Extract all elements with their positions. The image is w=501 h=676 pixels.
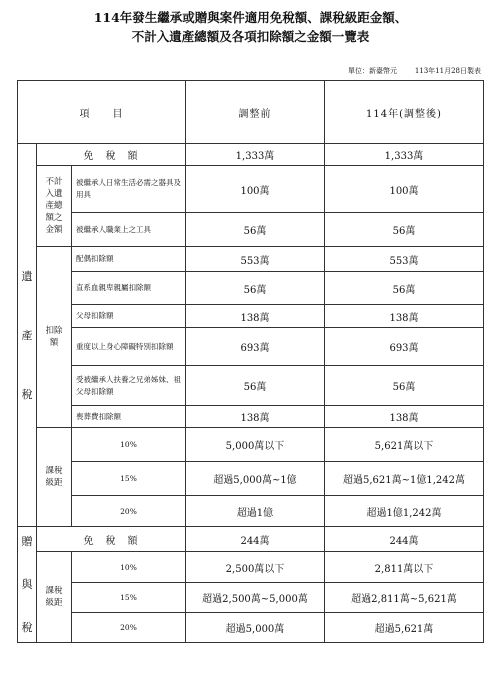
bracket-rate: 10%: [72, 428, 186, 462]
bracket-before: 2,500萬以下: [186, 552, 325, 583]
title-line-2: 不計入遺產總額及各項扣除額之金額一覽表: [131, 29, 370, 44]
bracket-rate: 20%: [72, 496, 186, 527]
table-row: [18, 496, 484, 527]
bracket-after: 超過5,621萬: [325, 613, 484, 643]
estate-exemption-row: [18, 144, 484, 166]
gift-exemption-row: [18, 527, 484, 552]
not-included-item-label: 被繼承人職業上之工具: [72, 213, 186, 247]
not-included-item-before: 100萬: [186, 166, 325, 213]
bracket-after: 超過1億1,242萬: [325, 496, 484, 527]
table-row: [18, 583, 484, 613]
table-row: [18, 213, 484, 247]
header-before: 調整前: [186, 81, 325, 144]
deduction-after: 553萬: [325, 247, 484, 272]
gift-exemption-label: 免 稅 額: [37, 527, 186, 552]
table-row: [18, 305, 484, 328]
deductions-label: 扣除額: [37, 247, 72, 428]
table-row: [18, 272, 484, 305]
not-included-item-before: 56萬: [186, 213, 325, 247]
bracket-rate: 15%: [72, 462, 186, 496]
unit-and-date: 單位：新臺幣元 113年11月28日製表: [348, 67, 481, 75]
deduction-label: 直系血親卑親屬扣除額: [72, 272, 186, 305]
table-row: [18, 366, 484, 406]
gift-exemption-before: 244萬: [186, 527, 325, 552]
bracket-before: 超過5,000萬: [186, 613, 325, 643]
bracket-before: 超過1億: [186, 496, 325, 527]
deduction-label: 重度以上身心障礙特別扣除額: [72, 328, 186, 366]
bracket-rate: 15%: [72, 583, 186, 613]
bracket-before: 超過5,000萬~1億: [186, 462, 325, 496]
bracket-after: 2,811萬以下: [325, 552, 484, 583]
deduction-before: 553萬: [186, 247, 325, 272]
not-included-label: 不計入遺產總額之金額: [37, 166, 72, 247]
table-row: [18, 247, 484, 272]
table-row: [18, 552, 484, 583]
table-header-row: [18, 81, 484, 144]
gift-tax-label: [18, 527, 37, 643]
gift-char-3: 稅: [21, 621, 33, 634]
estate-char-3: 稅: [21, 387, 33, 401]
estate-brackets-label: 課稅級距: [37, 428, 72, 527]
deduction-before: 138萬: [186, 406, 325, 428]
bracket-after: 5,621萬以下: [325, 428, 484, 462]
deduction-after: 138萬: [325, 305, 484, 328]
not-included-item-after: 56萬: [325, 213, 484, 247]
deduction-before: 693萬: [186, 328, 325, 366]
deduction-label: 喪葬費扣除額: [72, 406, 186, 428]
deduction-after: 693萬: [325, 328, 484, 366]
bracket-before: 超過2,500萬~5,000萬: [186, 583, 325, 613]
deduction-before: 138萬: [186, 305, 325, 328]
table-row: [18, 428, 484, 462]
gift-brackets-label: 課稅級距: [37, 552, 72, 643]
deduction-label: 父母扣除額: [72, 305, 186, 328]
bracket-before: 5,000萬以下: [186, 428, 325, 462]
table-row: [18, 462, 484, 496]
deduction-label: 受被繼承人扶養之兄弟姊妹、祖父母扣除額: [72, 366, 186, 406]
gift-char-2: 與: [21, 578, 33, 591]
estate-char-2: 產: [21, 328, 33, 342]
header-after: 114年(調整後): [325, 81, 484, 144]
table-row: [18, 613, 484, 643]
table-row: [18, 406, 484, 428]
deduction-before: 56萬: [186, 272, 325, 305]
estate-exemption-before: 1,333萬: [186, 144, 325, 166]
deduction-after: 56萬: [325, 272, 484, 305]
document-title: [0, 8, 501, 46]
title-line-1: 114年發生繼承或贈與案件適用免稅額、課稅級距金額、: [93, 10, 408, 25]
gift-exemption-after: 244萬: [325, 527, 484, 552]
bracket-after: 超過5,621萬~1億1,242萬: [325, 462, 484, 496]
estate-char-1: 遺: [21, 269, 33, 283]
deduction-label: 配偶扣除額: [72, 247, 186, 272]
gift-char-1: 贈: [21, 535, 33, 548]
bracket-rate: 10%: [72, 552, 186, 583]
estate-exemption-label: 免 稅 額: [37, 144, 186, 166]
table-row: [18, 166, 484, 213]
deduction-after: 56萬: [325, 366, 484, 406]
bracket-rate: 20%: [72, 613, 186, 643]
amount-table: [17, 80, 484, 643]
deduction-before: 56萬: [186, 366, 325, 406]
not-included-item-label: 被繼承人日常生活必需之器具及用具: [72, 166, 186, 213]
estate-exemption-after: 1,333萬: [325, 144, 484, 166]
not-included-item-after: 100萬: [325, 166, 484, 213]
bracket-after: 超過2,811萬~5,621萬: [325, 583, 484, 613]
header-item: 項 目: [18, 81, 186, 144]
table-row: [18, 328, 484, 366]
estate-tax-label: [18, 144, 37, 527]
deduction-after: 138萬: [325, 406, 484, 428]
